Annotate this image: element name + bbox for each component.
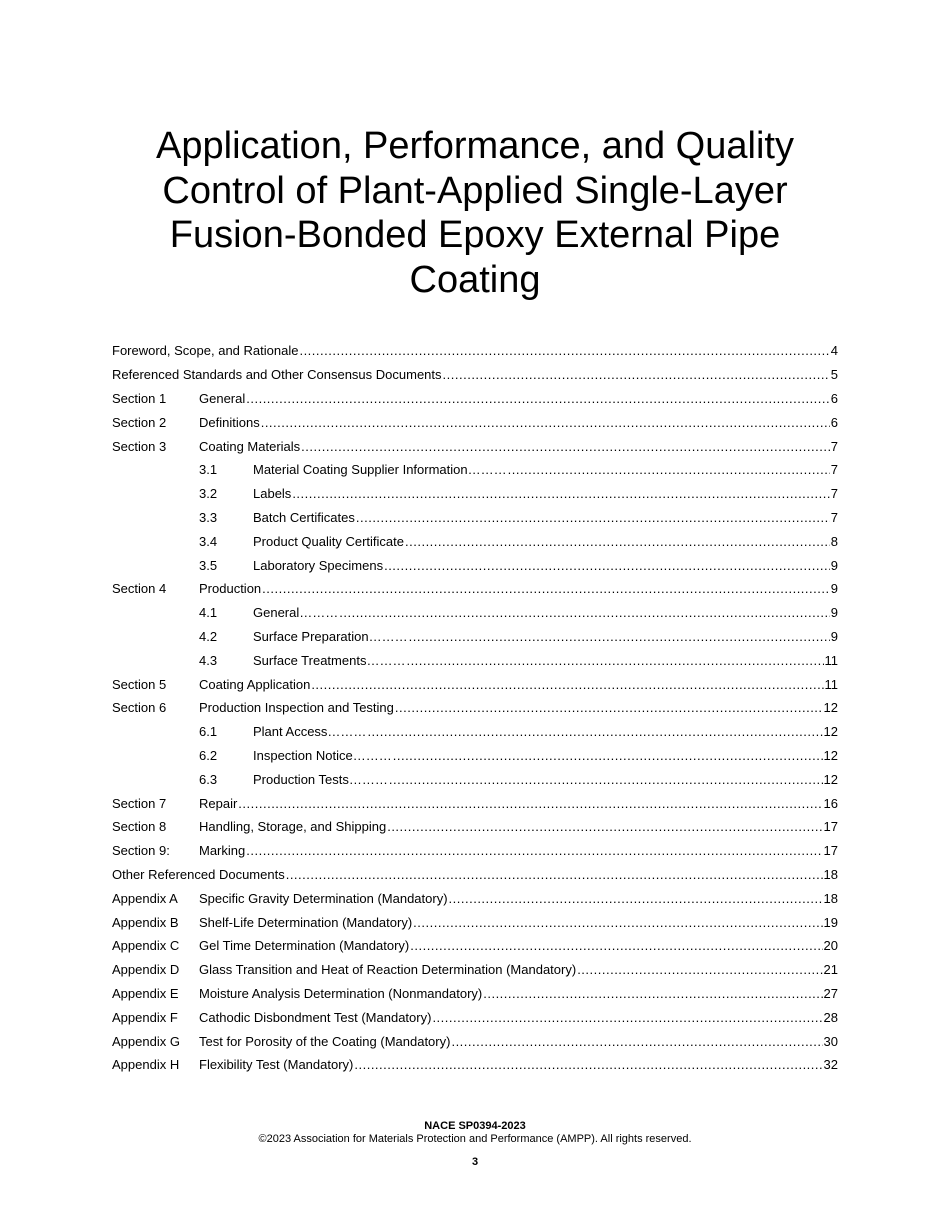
table-of-contents <box>112 339 838 1077</box>
toc-page-number: 11 <box>824 676 838 692</box>
toc-page-number: 12 <box>823 700 838 716</box>
title-line: Fusion-Bonded Epoxy External Pipe <box>169 214 781 256</box>
toc-entry-title: Foreword, Scope, and Rationale <box>112 343 299 359</box>
toc-entry[interactable] <box>112 886 838 910</box>
toc-entry-title: Production Tests……… <box>253 771 388 787</box>
toc-dot-leader <box>356 510 830 525</box>
toc-subsection-number: 3.5 <box>199 557 218 573</box>
toc-entry[interactable] <box>112 910 838 934</box>
toc-page-number: 12 <box>823 747 838 763</box>
toc-dot-leader <box>449 891 823 906</box>
toc-entry-title: Definitions <box>199 414 260 430</box>
toc-entry-title: Coating Application <box>199 676 311 692</box>
copyright-notice: ©2023 Association for Materials Protection and Performance (AMPP). All rights reserved. <box>258 1133 692 1145</box>
toc-page-number: 18 <box>823 890 838 906</box>
toc-page-number: 7 <box>830 438 838 454</box>
toc-dot-leader <box>354 1057 822 1072</box>
toc-entry[interactable] <box>112 625 838 649</box>
toc-subsection-number: 6.1 <box>199 724 218 740</box>
toc-dot-leader <box>292 486 829 501</box>
toc-entry[interactable] <box>112 410 838 434</box>
toc-dot-leader <box>413 915 822 930</box>
toc-dot-leader <box>246 391 830 406</box>
toc-entry[interactable] <box>112 791 838 815</box>
toc-subsection-number: 3.1 <box>199 462 218 478</box>
toc-entry-title: Glass Transition and Heat of Reaction Determination (Mandatory) <box>199 962 577 978</box>
toc-entry[interactable] <box>112 744 838 768</box>
toc-section-number: Section 6 <box>112 700 167 716</box>
toc-page-number: 21 <box>823 962 838 978</box>
toc-dot-leader <box>432 1010 822 1025</box>
toc-dot-leader <box>286 867 823 882</box>
toc-entry-title: Product Quality Certificate <box>253 533 405 549</box>
toc-section-number: Section 8 <box>112 819 167 835</box>
toc-dot-leader <box>483 986 822 1001</box>
toc-entry[interactable] <box>112 434 838 458</box>
toc-entry[interactable] <box>112 982 838 1006</box>
toc-section-number: Appendix B <box>112 914 179 930</box>
toc-page-number: 12 <box>823 771 838 787</box>
toc-entry[interactable] <box>112 553 838 577</box>
toc-entry-title: Cathodic Disbondment Test (Mandatory) <box>199 1009 432 1025</box>
toc-page-number: 32 <box>823 1057 838 1073</box>
toc-section-number: Appendix A <box>112 890 178 906</box>
toc-page-number: 6 <box>830 390 838 406</box>
toc-entry-title: Flexibility Test (Mandatory) <box>199 1057 354 1073</box>
toc-dot-leader <box>409 629 830 644</box>
toc-section-number: Section 9: <box>112 843 170 859</box>
toc-entry[interactable] <box>112 387 838 411</box>
toc-dot-leader <box>406 653 823 668</box>
toc-section-number: Appendix C <box>112 938 180 954</box>
toc-dot-leader <box>443 367 830 382</box>
title-line: Control of Plant-Applied Single-Layer <box>162 169 788 212</box>
toc-section-number: Section 2 <box>112 414 167 430</box>
toc-dot-leader <box>389 772 823 787</box>
toc-subsection-number: 3.2 <box>199 486 218 502</box>
toc-entry[interactable] <box>112 506 838 530</box>
toc-dot-leader <box>301 439 830 454</box>
toc-entry-title: Laboratory Specimens <box>253 557 384 573</box>
toc-dot-leader <box>238 796 822 811</box>
title-line: Application, Performance, and Quality <box>156 125 794 167</box>
toc-page-number: 17 <box>823 819 838 835</box>
toc-page-number: 28 <box>823 1009 838 1025</box>
toc-dot-leader <box>367 724 822 739</box>
toc-dot-leader <box>577 962 822 977</box>
toc-entry[interactable] <box>112 482 838 506</box>
toc-subsection-number: 3.4 <box>199 533 218 549</box>
toc-dot-leader <box>395 700 823 715</box>
toc-entry-title: Plant Access……… <box>253 724 367 740</box>
toc-page-number: 9 <box>830 628 838 644</box>
toc-subsection-number: 4.1 <box>199 605 218 621</box>
toc-section-number: Section 3 <box>112 438 167 454</box>
toc-page-number: 27 <box>823 985 838 1001</box>
toc-entry[interactable] <box>112 720 838 744</box>
toc-entry-title: Surface Preparation……… <box>253 628 408 644</box>
toc-subsection-number: 4.2 <box>199 628 218 644</box>
title-line: Coating <box>409 258 541 301</box>
toc-section-number: Appendix G <box>112 1033 180 1049</box>
toc-page-number: 19 <box>823 914 838 930</box>
toc-entry-title: Batch Certificates <box>253 509 355 525</box>
toc-page-number: 17 <box>823 843 838 859</box>
toc-section-number: Section 4 <box>112 581 167 597</box>
toc-entry-title: Specific Gravity Determination (Mandatory) <box>199 890 448 906</box>
toc-subsection-number: 3.3 <box>199 509 218 525</box>
toc-entry-title: Surface Treatments……… <box>253 652 406 668</box>
toc-dot-leader <box>384 558 830 573</box>
standard-designation: NACE SP0394-2023 <box>424 1120 526 1132</box>
toc-entry-title: Handling, Storage, and Shipping <box>199 819 387 835</box>
toc-section-number: Section 5 <box>112 676 167 692</box>
toc-entry-title: Production Inspection and Testing <box>199 700 394 716</box>
toc-dot-leader <box>451 1034 822 1049</box>
toc-page-number: 20 <box>823 938 838 954</box>
toc-entry-title: Other Referenced Documents <box>112 866 285 882</box>
toc-entry-title: Production <box>199 581 262 597</box>
toc-entry[interactable] <box>112 339 838 363</box>
toc-page-number: 9 <box>830 581 838 597</box>
toc-subsection-number: 6.2 <box>199 747 218 763</box>
toc-entry-title: Labels <box>253 486 292 502</box>
toc-page-number: 12 <box>823 724 838 740</box>
toc-dot-leader <box>311 677 823 692</box>
toc-page-number: 7 <box>830 462 838 478</box>
toc-entry-title: General <box>199 390 246 406</box>
page-number: 3 <box>471 1156 479 1168</box>
toc-section-number: Section 1 <box>112 390 167 406</box>
toc-subsection-number: 6.3 <box>199 771 218 787</box>
toc-entry-title: Material Coating Supplier Information……… <box>253 462 507 478</box>
toc-entry-title: Coating Materials <box>199 438 301 454</box>
toc-section-number: Appendix F <box>112 1009 178 1025</box>
toc-entry-title: Referenced Standards and Other Consensus Documents <box>112 367 442 383</box>
toc-entry-title: General……… <box>253 605 339 621</box>
toc-entry[interactable] <box>112 648 838 672</box>
document-title <box>100 124 850 302</box>
toc-section-number: Section 7 <box>112 795 167 811</box>
toc-dot-leader <box>261 415 830 430</box>
toc-entry[interactable] <box>112 1053 838 1077</box>
toc-page-number: 18 <box>823 866 838 882</box>
toc-dot-leader <box>405 534 830 549</box>
toc-entry[interactable] <box>112 672 838 696</box>
toc-entry[interactable] <box>112 696 838 720</box>
toc-entry[interactable] <box>112 458 838 482</box>
toc-entry[interactable] <box>112 767 838 791</box>
toc-dot-leader <box>299 343 829 358</box>
toc-entry-title: Repair <box>199 795 238 811</box>
toc-page-number: 8 <box>830 533 838 549</box>
toc-dot-leader <box>410 938 822 953</box>
toc-entry-title: Gel Time Determination (Mandatory) <box>199 938 410 954</box>
toc-dot-leader <box>262 581 830 596</box>
toc-entry[interactable] <box>112 815 838 839</box>
toc-page-number: 4 <box>830 343 838 359</box>
toc-entry[interactable] <box>112 863 838 887</box>
toc-entry-title: Shelf-Life Determination (Mandatory) <box>199 914 413 930</box>
toc-entry[interactable] <box>112 958 838 982</box>
toc-entry[interactable] <box>112 577 838 601</box>
toc-entry[interactable] <box>112 839 838 863</box>
toc-entry-title: Marking <box>199 843 246 859</box>
toc-entry-title: Inspection Notice……… <box>253 747 392 763</box>
toc-section-number: Appendix H <box>112 1057 180 1073</box>
toc-entry[interactable] <box>112 1005 838 1029</box>
toc-page-number: 30 <box>823 1033 838 1049</box>
toc-page-number: 5 <box>830 367 838 383</box>
toc-entry[interactable] <box>112 363 838 387</box>
toc-section-number: Appendix D <box>112 962 180 978</box>
toc-page-number: 9 <box>830 605 838 621</box>
toc-page-number: 11 <box>824 652 838 668</box>
toc-page-number: 16 <box>823 795 838 811</box>
toc-page-number: 9 <box>830 557 838 573</box>
toc-dot-leader <box>508 462 830 477</box>
toc-dot-leader <box>339 605 830 620</box>
toc-entry[interactable] <box>112 1029 838 1053</box>
toc-page-number: 7 <box>830 509 838 525</box>
toc-page-number: 7 <box>830 486 838 502</box>
page-footer <box>0 1120 950 1169</box>
toc-entry[interactable] <box>112 529 838 553</box>
toc-section-number: Appendix E <box>112 985 179 1001</box>
toc-entry[interactable] <box>112 601 838 625</box>
toc-dot-leader <box>387 819 822 834</box>
toc-entry-title: Moisture Analysis Determination (Nonmandatory) <box>199 985 483 1001</box>
toc-page-number: 6 <box>830 414 838 430</box>
toc-entry-title: Test for Porosity of the Coating (Mandatory) <box>199 1033 451 1049</box>
toc-dot-leader <box>246 843 822 858</box>
toc-dot-leader <box>393 748 823 763</box>
toc-subsection-number: 4.3 <box>199 652 218 668</box>
toc-entry[interactable] <box>112 934 838 958</box>
